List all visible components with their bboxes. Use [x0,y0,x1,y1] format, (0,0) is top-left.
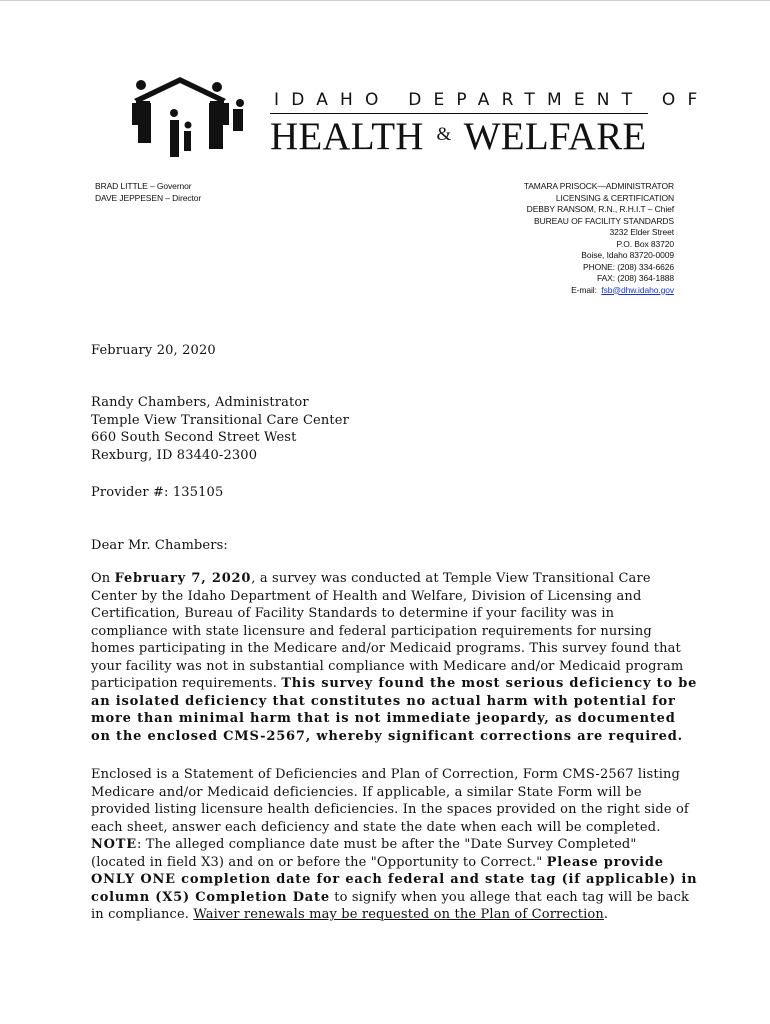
official-chief: DEBBY RANSOM, R.N., R.H.I.T – Chief [526,204,674,214]
agency-name-right: WELFARE [463,115,647,158]
officials-left [95,181,201,204]
letter-date: February 20, 2020 [91,343,216,358]
p1-line-1 [91,570,691,588]
address-city: Boise, Idaho 83720-0009 [581,250,674,260]
p2-line-2: Medicare and/or Medicaid deficiencies. If applicable, a similar State Form will be [91,784,642,800]
p2-line-1: Enclosed is a Statement of Deficiencies and Plan of Correction, Form CMS-2567 listing [91,767,681,782]
officials-right [524,181,674,296]
p1-line-4: compliance with state licensure and federal participation requirements for nursing [91,623,652,639]
p1-text: On [91,571,115,586]
department-line: IDAHO DEPARTMENT OF [274,90,710,110]
p1-bold-finding: This survey found the most serious deficiency to be [281,676,698,691]
p2-text: in compliance. [91,907,194,922]
p2-note-label: NOTE [91,837,137,852]
p2-line-3: provided listing licensure health deficiencies. In the spaces provided on the right side of [91,802,689,817]
p1-text: participation requirements. [91,676,282,691]
agency-name [270,114,646,158]
p2-waiver-note: Waiver renewals may be requested on the Plan of Correction [193,907,604,922]
official-governor: BRAD LITTLE – Governor [95,181,192,191]
p1-line-6: your facility was not in substantial compliance with Medicare and/or Medicaid program [91,658,684,674]
email-label: E-mail: [571,284,597,295]
p2-bold-instruction: Please provide [546,854,664,870]
official-bureau: BUREAU OF FACILITY STANDARDS [534,215,674,226]
recipient-facility: Temple View Transitional Care Center [91,412,349,428]
p2-line-5 [91,836,691,854]
paragraph-survey-findings [91,570,698,745]
provider-number: Provider #: 135105 [91,485,224,500]
p2-line-9 [91,906,691,924]
p2-bold-instruction: ONLY ONE completion date for each federal and state tag (if applicable) in [91,872,698,887]
family-figures-logo-icon [116,73,248,159]
agency-name-left: HEALTH [270,115,424,158]
p1-text: , a survey was conducted at Temple View Transitional Care [251,571,651,586]
p1-line-8 [91,693,691,711]
p1-line-7 [91,675,698,693]
salutation: Dear Mr. Chambers: [91,538,228,553]
p1-line-3: Certification, Bureau of Facility Standards to determine if your facility was in [91,606,615,621]
phone-number: PHONE: (208) 334-6626 [583,261,674,272]
recipient-street: 660 South Second Street West [91,430,297,445]
official-division: LICENSING & CERTIFICATION [555,192,674,203]
p1-line-9 [91,710,691,728]
page-top-border [0,0,770,1]
recipient-address [91,394,349,464]
p2-text: : The alleged compliance date must be after the "Date Survey Completed" [137,837,637,852]
recipient-city: Rexburg, ID 83440-2300 [91,447,258,463]
p2-text: (located in field X3) and on or before the "Opportunity to Correct." [91,854,547,870]
p1-line-10 [91,728,691,746]
address-street: 3232 Elder Street [609,227,674,237]
email-link[interactable]: fsb@dhw.idaho.gov [601,284,674,295]
p1-bold-finding: an isolated deficiency that constitutes no actual harm with potential for [91,693,676,709]
agency-name-ampersand: & [436,124,452,145]
address-po-box: P.O. Box 83720 [616,238,674,249]
p2-line-6 [91,854,691,872]
p1-line-5: homes participating in the Medicare and/or Medicaid programs. This survey found that [91,641,681,656]
p2-text: . [603,907,609,922]
p2-bold-column: column (X5) Completion Date [91,889,330,905]
recipient-name: Randy Chambers, Administrator [91,395,309,410]
paragraph-plan-of-correction [91,766,698,924]
official-director: DAVE JEPPESEN – Director [95,192,202,203]
p2-line-7 [91,871,698,889]
p1-line-2: Center by the Idaho Department of Health and Welfare, Division of Licensing and [91,588,642,604]
fax-number: FAX: (208) 364-1888 [596,273,674,283]
p2-line-8 [91,889,691,907]
p2-line-4: each sheet, answer each deficiency and state the date when each will be completed. [91,819,661,835]
p1-bold-finding: more than minimal harm that is not immediate jeopardy, as documented [91,711,676,726]
p1-survey-date: February 7, 2020 [114,571,252,586]
official-administrator: TAMARA PRISOCK—ADMINISTRATOR [523,181,674,191]
p2-text: to signify when you allege that each tag will be back [329,889,690,905]
email-line [524,285,674,297]
p1-bold-finding: on the enclosed CMS-2567, whereby significant corrections are required. [91,728,683,744]
